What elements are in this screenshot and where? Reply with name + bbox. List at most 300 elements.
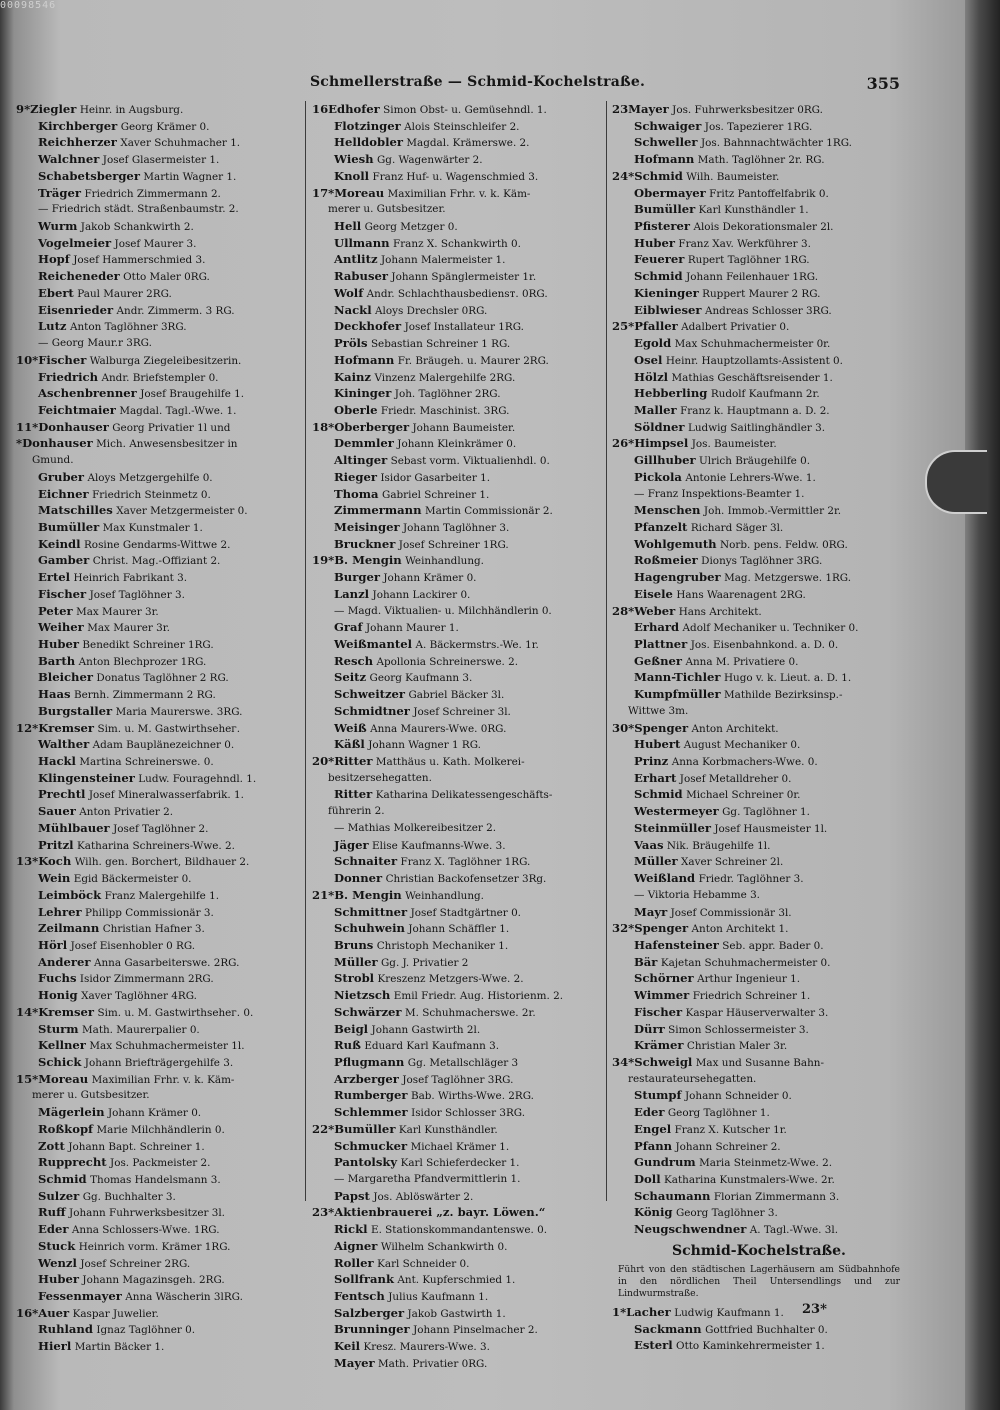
resident-name: Prinz — [634, 754, 669, 769]
directory-entry — [312, 1037, 605, 1054]
directory-column-2 — [312, 101, 605, 1372]
resident-name: Kremser — [38, 1004, 95, 1019]
resident-details: Georg Taglöhner 3. — [675, 1207, 778, 1220]
directory-entry — [312, 1071, 605, 1088]
directory-entry — [16, 1288, 298, 1305]
resident-details: Anton Architekt. — [691, 722, 779, 735]
resident-name: Rickl — [334, 1222, 368, 1237]
resident-name: Hofmann — [334, 352, 395, 367]
resident-name: Donhauser — [38, 419, 109, 434]
resident-details: E. Stationskommandantenswe. 0. — [370, 1224, 548, 1237]
directory-entry — [312, 954, 605, 971]
resident-details: Thomas Handelsmann 3. — [90, 1174, 221, 1186]
resident-details: Josef Taglöhner 3RG. — [402, 1073, 514, 1086]
directory-entry — [312, 1338, 605, 1355]
resident-name: Bär — [634, 954, 658, 969]
resident-name: Burger — [334, 570, 380, 585]
directory-entry — [612, 302, 906, 319]
resident-details: Josef Mineralwasserfabrik. 1. — [88, 789, 244, 802]
resident-name: Esterl — [634, 1338, 673, 1353]
directory-entry — [16, 837, 298, 854]
resident-name: Wohlgemuth — [634, 536, 717, 551]
resident-details: Johann Schneider 0. — [684, 1090, 792, 1103]
directory-entry — [612, 970, 906, 987]
resident-details: Georg Metzger 0. — [364, 221, 458, 234]
resident-details: Adolf Mechaniker u. Techniker 0. — [682, 622, 859, 635]
resident-details: — Mathias Molkereibesitzer 2. — [334, 821, 497, 834]
resident-details: Heinr. Hauptzollamts-Assistent 0. — [665, 354, 843, 367]
resident-name: Huber — [634, 235, 675, 250]
house-number: 26* — [612, 436, 635, 451]
resident-details: Josef Commissionär 3l. — [670, 906, 792, 919]
directory-entry — [16, 569, 298, 586]
resident-details: Maximilian Frhr. v. k. Käm- — [387, 187, 531, 200]
directory-entry — [312, 669, 605, 686]
directory-entry — [16, 1221, 298, 1238]
house-number: 13* — [16, 854, 39, 869]
resident-name: Matschilles — [38, 503, 113, 518]
resident-details: merer u. Gutsbesitzer. — [32, 1089, 150, 1102]
resident-details: Martin Bäcker 1. — [74, 1341, 165, 1354]
directory-entry — [16, 1238, 298, 1255]
resident-details: Christian Maler 3r. — [686, 1040, 788, 1053]
resident-name: Fentsch — [334, 1289, 385, 1304]
resident-details: Franz k. Hauptmann a. D. 2. — [680, 404, 830, 417]
house-number: 10* — [16, 352, 39, 367]
resident-details: Friedrich Schreiner 1. — [692, 990, 811, 1003]
resident-name: Feuerer — [634, 252, 685, 267]
resident-details: Donatus Taglöhner 2 RG. — [96, 672, 229, 685]
resident-name: Honig — [38, 988, 78, 1003]
directory-entry — [312, 803, 605, 820]
directory-entry — [16, 251, 298, 268]
resident-details: Karl Kunsthändler 1. — [698, 204, 809, 217]
directory-entry — [312, 1221, 605, 1238]
resident-details: — Magd. Viktualien- u. Milchhändlerin 0. — [334, 604, 552, 617]
resident-name: Roller — [334, 1255, 374, 1270]
resident-details: Antonie Lehrers-Wwe. 1. — [685, 471, 816, 484]
resident-details: Andreas Schlosser 3RG. — [704, 304, 832, 317]
resident-name: Vaas — [634, 837, 664, 852]
resident-name: Sackmann — [634, 1321, 702, 1336]
directory-entry — [612, 335, 906, 352]
resident-details: Hans Architekt. — [678, 605, 762, 618]
resident-details: Andr. Schlachthausbediensт. 0RG. — [366, 287, 548, 300]
resident-name: König — [634, 1205, 673, 1220]
resident-details: Simon Schlossermeister 3. — [668, 1023, 809, 1036]
house-number: * — [16, 436, 23, 451]
resident-details: Paul Maurer 2RG. — [77, 287, 172, 300]
resident-name: Gillhuber — [634, 453, 696, 468]
resident-details: Jos. Ablöswärter 2. — [373, 1190, 474, 1203]
resident-name: Müller — [334, 954, 378, 969]
resident-details: Weinhandlung. — [405, 889, 484, 902]
directory-entry — [612, 987, 906, 1004]
resident-name: Erhart — [634, 770, 677, 785]
resident-details: Joh. Immob.-Vermittler 2r. — [703, 505, 842, 518]
resident-name: Wolf — [334, 285, 364, 300]
directory-entry — [312, 920, 605, 937]
resident-details: Fritz Pantoffelfabrik 0. — [709, 187, 829, 200]
resident-name: Mann-Tichler — [634, 670, 721, 685]
resident-details: Kaspar Häuserverwalter 3. — [685, 1006, 829, 1019]
directory-entry — [16, 235, 298, 252]
resident-name: Rumberger — [334, 1088, 408, 1103]
resident-details: Anna Maurers-Wwe. 0RG. — [370, 722, 507, 735]
resident-name: Schmidtner — [334, 703, 410, 718]
resident-name: Aigner — [334, 1238, 378, 1253]
directory-entry — [612, 1071, 906, 1088]
directory-entry — [312, 1188, 605, 1205]
resident-details: Bernh. Zimmermann 2 RG. — [73, 689, 216, 702]
resident-details: Johann Lackirer 0. — [372, 588, 471, 601]
directory-entry — [612, 285, 906, 302]
resident-name: Papst — [334, 1188, 370, 1203]
resident-name: Müller — [634, 854, 678, 869]
directory-entry — [16, 1087, 298, 1104]
directory-entry — [312, 1171, 605, 1188]
resident-name: Schaumann — [634, 1188, 711, 1203]
resident-name: Auer — [38, 1305, 70, 1320]
resident-details: restaurateursehegatten. — [628, 1072, 757, 1085]
house-number: 24* — [612, 168, 635, 183]
resident-details: Christian Hafner 3. — [102, 923, 205, 936]
resident-name: Weiher — [38, 620, 84, 635]
resident-name: Reichherzer — [38, 135, 117, 150]
directory-entry — [612, 1321, 906, 1338]
resident-details: Josef Braugehilfe 1. — [140, 388, 245, 401]
resident-name: Sulzer — [38, 1188, 80, 1203]
resident-details: Math. Privatier 0RG. — [378, 1357, 488, 1370]
resident-name: Bruns — [334, 937, 374, 952]
directory-entry — [612, 469, 906, 486]
resident-name: Moreau — [334, 185, 385, 200]
directory-entry — [312, 402, 605, 419]
directory-entry — [16, 419, 298, 436]
resident-name: Osel — [634, 352, 663, 367]
directory-entry — [312, 185, 605, 202]
resident-name: Gamber — [38, 553, 90, 568]
resident-name: Schick — [38, 1054, 82, 1069]
resident-details: — Friedrich städt. Straßenbaumstr. 2. — [38, 203, 239, 216]
directory-entry — [612, 803, 906, 820]
running-head-title: Schmellerstraße — Schmid-Kochelstraße. — [310, 74, 646, 90]
column-divider — [606, 101, 607, 1201]
directory-entry — [312, 134, 605, 151]
directory-entry — [612, 870, 906, 887]
directory-entry — [16, 1054, 298, 1071]
directory-entry — [16, 1204, 298, 1221]
resident-details: Friedr. Taglöhner 3. — [698, 873, 804, 886]
resident-details: — Viktoria Hebamme 3. — [634, 888, 760, 901]
resident-name: Fischer — [38, 352, 87, 367]
column-3-entries — [612, 101, 906, 1238]
directory-entry — [312, 201, 605, 218]
resident-details: Christ. Mag.-Offiziant 2. — [92, 555, 221, 568]
directory-column-3 — [612, 101, 906, 1354]
resident-name: Barth — [38, 653, 76, 668]
resident-name: Burgstaller — [38, 703, 113, 718]
resident-name: Ruff — [38, 1205, 66, 1220]
directory-entry — [16, 536, 298, 553]
directory-entry — [16, 285, 298, 302]
directory-entry — [612, 168, 906, 185]
resident-details: Friedrich Steinmetz 0. — [92, 488, 211, 501]
directory-entry — [312, 419, 605, 436]
directory-entry — [16, 1338, 298, 1355]
resident-name: Schörner — [634, 971, 694, 986]
resident-details: Franz X. Taglöhner 1RG. — [400, 856, 531, 869]
directory-entry — [612, 385, 906, 402]
resident-details: Simon Obst- u. Gemüsehndl. 1. — [383, 104, 547, 116]
resident-details: Ulrich Bräugehilfe 0. — [699, 455, 811, 468]
resident-name: Bleicher — [38, 670, 93, 685]
resident-details: Wilh. gen. Borchert, Bildhauer 2. — [74, 856, 250, 869]
resident-details: Mathias Geschäftsreisender 1. — [671, 371, 833, 384]
resident-details: Johann Gastwirth 2l. — [371, 1023, 481, 1036]
resident-details: Marie Milchhändlerin 0. — [96, 1123, 225, 1136]
directory-entry — [312, 335, 605, 352]
resident-name: Fischer — [38, 586, 87, 601]
resident-details: Johann Schreiner 2. — [675, 1140, 781, 1153]
resident-details: Eduard Karl Kaufmann 3. — [364, 1040, 500, 1053]
directory-entry — [312, 736, 605, 753]
resident-name: Dürr — [634, 1021, 665, 1036]
resident-details: Arthur Ingenieur 1. — [697, 973, 800, 986]
directory-entry — [312, 1288, 605, 1305]
directory-entry — [16, 786, 298, 803]
section-entries — [612, 1304, 906, 1354]
directory-entry — [312, 1087, 605, 1104]
resident-details: Gottfried Buchhalter 0. — [705, 1323, 828, 1336]
directory-entry — [312, 1238, 605, 1255]
directory-entry — [612, 837, 906, 854]
resident-details: Richard Säger 3l. — [690, 521, 784, 534]
house-number: 25* — [612, 319, 635, 334]
resident-name: B. Mengin — [334, 887, 402, 902]
resident-name: Schlemmer — [334, 1105, 408, 1120]
directory-entry — [612, 201, 906, 218]
directory-entry — [612, 318, 906, 335]
house-number: 18* — [312, 419, 335, 434]
resident-details: Ignaz Taglöhner 0. — [96, 1324, 196, 1337]
resident-details: Adalbert Privatier 0. — [681, 321, 790, 334]
resident-details: Johann Baumeister. — [412, 421, 516, 434]
directory-entry — [612, 569, 906, 586]
resident-details: August Mechaniker 0. — [683, 739, 801, 752]
directory-entry — [16, 168, 298, 185]
directory-entry — [16, 118, 298, 135]
resident-details: Fr. Bräugeh. u. Maurer 2RG. — [397, 354, 549, 367]
directory-entry — [16, 1305, 298, 1322]
resident-name: Wimmer — [634, 988, 690, 1003]
resident-details: Max Maurer 3r. — [76, 605, 159, 618]
resident-name: Schmid — [634, 787, 683, 802]
resident-name: Aschenbrenner — [38, 386, 137, 401]
resident-name: Kellner — [38, 1038, 86, 1053]
directory-entry — [16, 302, 298, 319]
resident-details: Jos. Packmeister 2. — [110, 1157, 211, 1170]
resident-name: Haas — [38, 687, 71, 702]
directory-entry — [612, 786, 906, 803]
resident-details: M. Schuhmacherswe. 2r. — [404, 1006, 536, 1019]
directory-entry — [16, 686, 298, 703]
resident-name: Pröls — [334, 336, 368, 351]
resident-name: Nackl — [334, 302, 372, 317]
resident-name: Arzberger — [334, 1071, 399, 1086]
directory-entry — [16, 1255, 298, 1272]
resident-details: Martina Schreinerswe. 0. — [79, 756, 214, 769]
resident-details: Josef Stadtgärtner 0. — [410, 906, 521, 919]
resident-details: Max und Susanne Bahn- — [695, 1056, 825, 1069]
resident-details: A. Tagl.-Wwe. 3l. — [749, 1224, 838, 1237]
directory-entry — [612, 486, 906, 503]
resident-details: Gg. Metallschläger 3 — [407, 1056, 519, 1069]
directory-entry — [16, 904, 298, 921]
resident-name: Pfaller — [634, 319, 678, 334]
resident-name: Schmittner — [334, 904, 408, 919]
resident-details: Math. Maurerpalier 0. — [81, 1023, 200, 1036]
directory-entry — [16, 335, 298, 352]
directory-entry — [16, 937, 298, 954]
resident-name: Eisenrieder — [38, 302, 114, 317]
directory-entry — [16, 970, 298, 987]
resident-name: Kininger — [334, 386, 392, 401]
resident-details: Gg. Taglöhner 1. — [722, 806, 810, 819]
resident-name: B. Mengin — [334, 553, 402, 568]
directory-entry — [312, 820, 605, 837]
resident-details: Michael Krämer 1. — [410, 1140, 510, 1153]
directory-entry — [612, 1121, 906, 1138]
resident-details: Johann Magazinsgeh. 2RG. — [82, 1274, 225, 1287]
house-number: 12* — [16, 720, 39, 735]
directory-entry — [612, 820, 906, 837]
resident-details: Jos. Baumeister. — [691, 438, 777, 451]
resident-details: Weinhandlung. — [405, 555, 484, 568]
printer-signature-mark: 23* — [802, 1302, 827, 1317]
resident-details: Otto Kaminkehrermeister 1. — [676, 1340, 825, 1353]
resident-name: Rabuser — [334, 269, 388, 284]
resident-details: Josef Installateur 1RG. — [404, 321, 524, 334]
resident-name: Prechtl — [38, 787, 86, 802]
resident-name: Bumüller — [38, 519, 100, 534]
resident-details: Georg Kaufmann 3. — [369, 672, 473, 685]
directory-entry — [312, 118, 605, 135]
house-number: 30* — [612, 720, 635, 735]
resident-details: Nik. Bräugehilfe 1l. — [666, 839, 771, 852]
house-number: 14* — [16, 1004, 39, 1019]
resident-name: Eisele — [634, 586, 673, 601]
resident-name: Schwärzer — [334, 1004, 402, 1019]
directory-entry — [612, 1138, 906, 1155]
resident-details: Wilhelm Schankwirth 0. — [380, 1240, 508, 1253]
resident-details: Ruppert Maurer 2 RG. — [702, 287, 821, 300]
resident-details: Philipp Commissionär 3. — [85, 906, 214, 919]
directory-entry — [312, 519, 605, 536]
resident-name: Pickola — [634, 469, 682, 484]
directory-entry — [612, 1171, 906, 1188]
directory-entry — [312, 1054, 605, 1071]
house-number: 16 — [312, 102, 329, 116]
directory-entry — [612, 720, 906, 737]
resident-details: Maria Steinmetz-Wwe. 2. — [699, 1157, 833, 1170]
resident-name: Hubert — [634, 737, 681, 752]
resident-details: Jos. Eisenbahnkond. a. D. 0. — [690, 639, 839, 651]
directory-entry — [16, 954, 298, 971]
directory-entry — [312, 837, 605, 854]
resident-details: Julius Kaufmann 1. — [388, 1291, 489, 1304]
directory-entry — [612, 1021, 906, 1038]
resident-name: Maller — [634, 402, 677, 417]
resident-name: Zott — [38, 1138, 65, 1153]
resident-details: Johann Schäffler 1. — [408, 923, 510, 936]
resident-name: Krämer — [634, 1038, 684, 1053]
resident-name: Westermeyer — [634, 804, 719, 819]
resident-name: Wurm — [38, 219, 78, 234]
directory-entry — [16, 1121, 298, 1138]
resident-details: Alois Dekorationsmaler 2l. — [693, 221, 834, 234]
directory-entry — [312, 352, 605, 369]
directory-entry — [16, 101, 298, 118]
resident-details: Josef Hammerschmied 3. — [73, 254, 206, 267]
resident-name: Ruhland — [38, 1322, 93, 1337]
resident-name: Egold — [634, 336, 672, 351]
resident-name: Klingensteiner — [38, 770, 135, 785]
directory-entry — [312, 753, 605, 770]
directory-entry — [612, 185, 906, 202]
resident-details: Kajetan Schuhmachermeister 0. — [660, 956, 831, 969]
directory-entry — [312, 853, 605, 870]
directory-entry — [612, 887, 906, 904]
resident-details: Jos. Tapezierer 1RG. — [704, 120, 813, 133]
resident-details: — Franz Inspektions-Beamter 1. — [634, 487, 805, 500]
resident-details: Anna M. Privatiere 0. — [685, 655, 799, 668]
resident-name: Weißmantel — [334, 637, 413, 651]
directory-entry — [16, 1021, 298, 1038]
resident-details: Josef Eisenhobler 0 RG. — [70, 939, 196, 952]
directory-entry — [312, 218, 605, 235]
resident-name: Walther — [38, 737, 90, 752]
resident-details: Heinrich Fabrikant 3. — [73, 572, 188, 585]
resident-details: Karl Schneider 0. — [377, 1257, 470, 1270]
resident-details: Norb. pens. Feldw. 0RG. — [720, 538, 848, 551]
resident-name: Söldner — [634, 419, 685, 434]
house-number: 28* — [612, 603, 635, 618]
directory-entry — [16, 452, 298, 469]
resident-name: Pritzl — [38, 837, 74, 852]
directory-entry — [612, 954, 906, 971]
resident-details: Ludwig Saitlinghändler 3. — [687, 421, 826, 434]
directory-entry — [312, 987, 605, 1004]
resident-details: Aloys Drechsler 0RG. — [375, 304, 488, 317]
directory-entry — [612, 1337, 906, 1354]
resident-details: Johann Bapt. Schreiner 1. — [68, 1140, 205, 1153]
directory-entry — [612, 101, 906, 118]
directory-entry — [312, 1138, 605, 1155]
directory-entry — [312, 151, 605, 168]
directory-entry — [312, 385, 605, 402]
resident-details: Anton Taglöhner 3RG. — [69, 321, 187, 334]
directory-entry — [612, 435, 906, 452]
resident-name: Jäger — [334, 837, 369, 852]
resident-details: — Georg Maur.r 3RG. — [38, 337, 152, 350]
resident-name: Mühlbauer — [38, 820, 110, 835]
resident-name: Lehrer — [38, 904, 82, 919]
resident-details: Walburga Ziegeleibesitzerin. — [89, 354, 242, 367]
resident-name: Hebberling — [634, 386, 708, 401]
directory-entry — [16, 1321, 298, 1338]
resident-details: Josef Schreiner 1RG. — [398, 538, 509, 551]
